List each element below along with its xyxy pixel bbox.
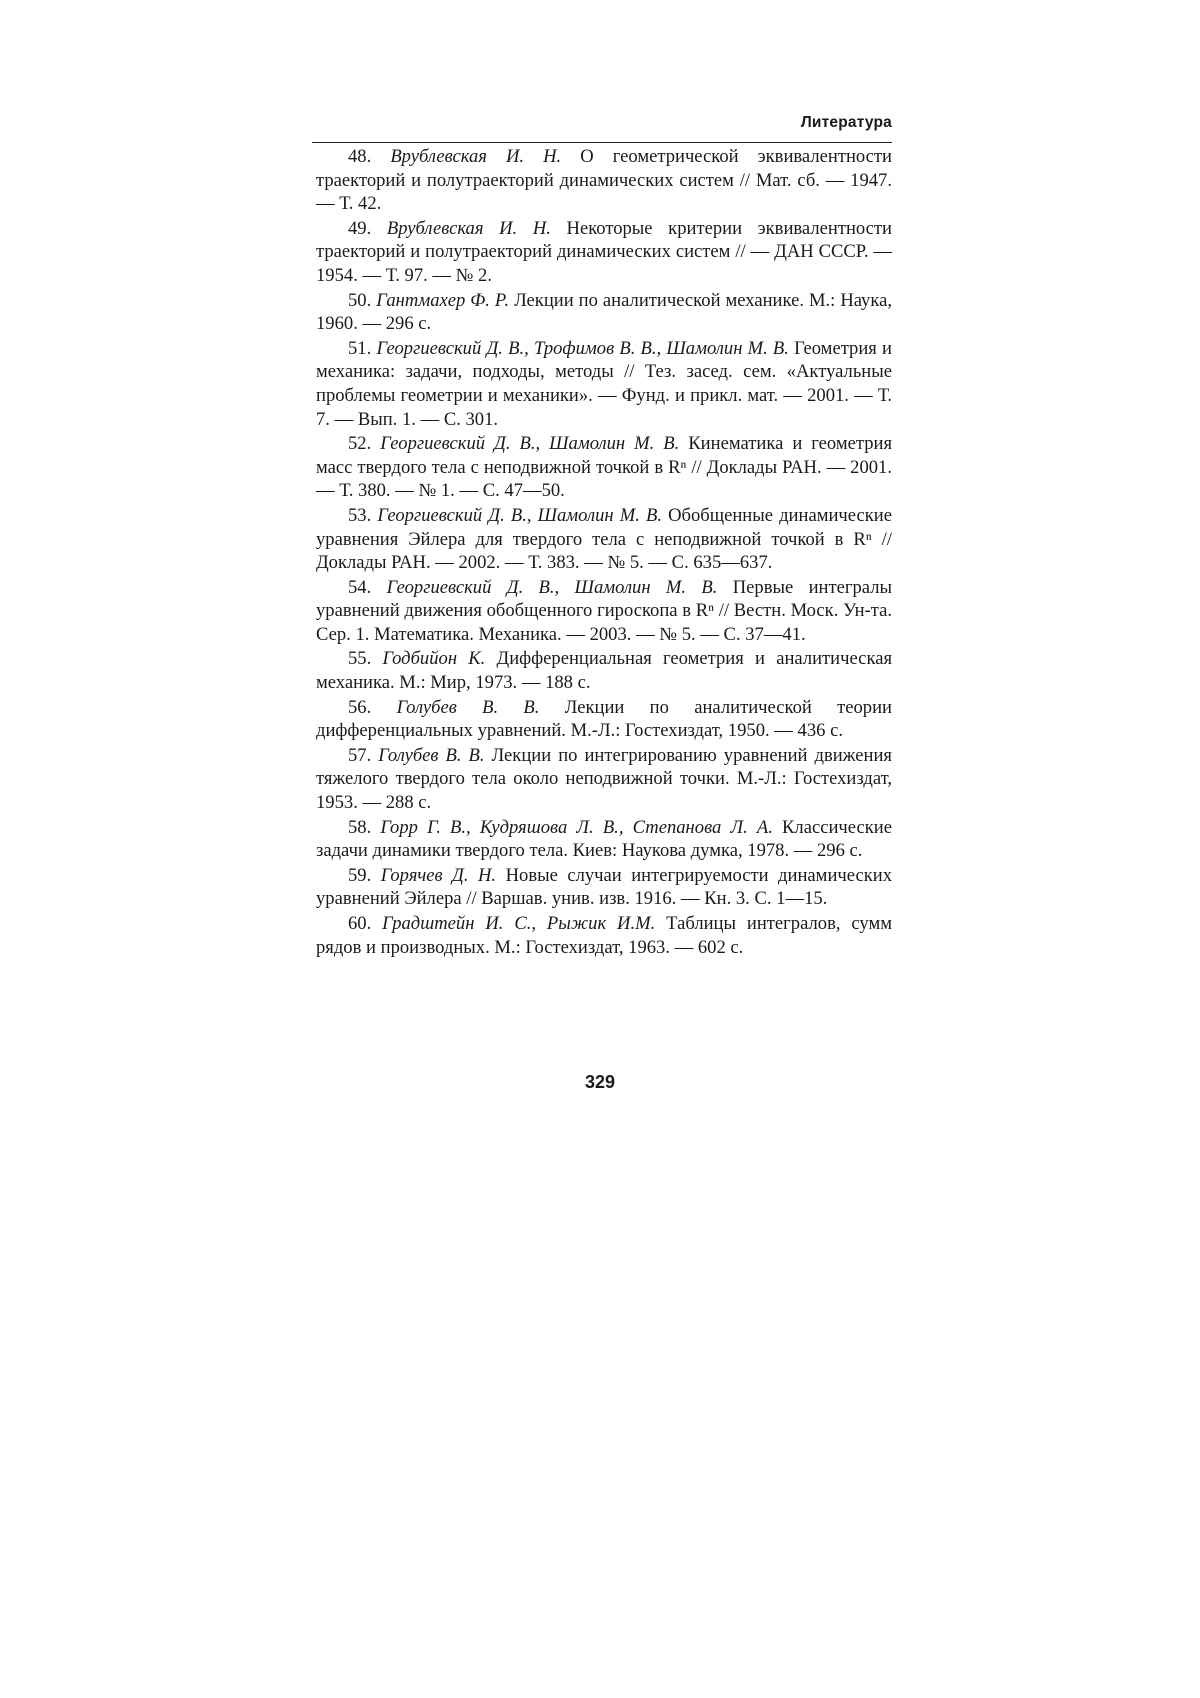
reference-authors: Градштейн И. С., Рыжик И.М.	[382, 913, 656, 934]
reference-text: Таблицы интегралов, сумм рядов и производных. М.: Гостехиздат, 1963. — 602 с.	[316, 913, 892, 958]
reference-item	[316, 647, 892, 694]
reference-item	[316, 217, 892, 288]
reference-authors: Врублевская И. Н.	[386, 217, 551, 239]
reference-authors: Георгиевский Д. В., Трофимов В. В., Шамолин М. В.	[376, 337, 789, 359]
reference-text: Кинематика и геометрия масс твердого тела с неподвижной точкой в Rⁿ // Доклады РАН. — 2001. — Т. 380. — № 1. — С. 47—50.	[316, 433, 893, 502]
reference-authors: Горр Г. В., Кудряшова Л. В., Степанова Л. А.	[380, 816, 773, 838]
page-number: 329	[584, 1072, 616, 1092]
reference-number: 56.	[348, 696, 372, 718]
reference-item	[316, 744, 892, 815]
reference-authors: Годбийон К.	[382, 648, 486, 670]
reference-number: 60.	[348, 913, 372, 934]
reference-number: 51.	[348, 337, 372, 359]
reference-authors: Горячев Д. Н.	[380, 864, 497, 886]
reference-item	[316, 337, 892, 431]
reference-authors: Врублевская И. Н.	[390, 146, 562, 167]
reference-text: Дифференциальная геометрия и аналитическая механика. М.: Мир, 1973. — 188 с.	[316, 648, 892, 694]
reference-authors: Голубев В. В.	[396, 696, 540, 718]
reference-item	[316, 696, 892, 743]
reference-number: 52.	[348, 433, 372, 455]
reference-item	[316, 912, 892, 959]
reference-authors: Георгиевский Д. В., Шамолин М. В.	[386, 576, 718, 598]
reference-number: 57.	[348, 744, 372, 766]
reference-authors: Георгиевский Д. В., Шамолин М. В.	[380, 433, 680, 455]
reference-text: Классические задачи динамики твердого тела. Киев: Наукова думка, 1978. — 296 с.	[316, 816, 892, 862]
reference-text: Геометрия и механика: задачи, подходы, методы // Тез. засед. сем. «Актуальные проблемы геометрии и механики». — Фунд. и прикл. мат. — 2001. — Т. 7. — Вып. 1. — С. 301.	[316, 337, 892, 430]
reference-text: Лекции по аналитической механике. М.: Наука, 1960. — 296 с.	[316, 289, 893, 335]
reference-number: 58.	[348, 816, 372, 838]
reference-text: Лекции по интегрированию уравнений движения тяжелого твердого тела около неподвижной точки. М.-Л.: Гостехиздат, 1953. — 288 с.	[316, 744, 892, 814]
reference-item	[316, 145, 892, 216]
reference-text: Некоторые критерии эквивалентности траекторий и полутраекторий динамических систем // — ДАН СССР. — 1954. — Т. 97. — № 2.	[316, 217, 892, 286]
reference-authors: Голубев В. В.	[378, 744, 485, 766]
reference-number: 59.	[348, 864, 372, 886]
reference-item	[316, 289, 892, 336]
reference-item	[316, 816, 892, 863]
reference-item	[316, 576, 892, 647]
reference-number: 50.	[348, 289, 372, 311]
reference-text: Новые случаи интегрируемости динамических уравнений Эйлера // Варшав. унив. изв. 1916. — Кн. 3. С. 1—15.	[316, 864, 892, 910]
reference-number: 49.	[348, 217, 372, 239]
reference-item	[316, 432, 892, 503]
reference-list	[316, 145, 892, 960]
running-title: Литература	[800, 114, 892, 131]
reference-authors: Гантмахер Ф. Р.	[376, 289, 510, 311]
reference-authors: Георгиевский Д. В., Шамолин М. В.	[377, 504, 662, 526]
reference-number: 55.	[348, 648, 372, 670]
reference-item	[316, 864, 892, 911]
reference-text: Лекции по аналитической теории дифференциальных уравнений. М.-Л.: Гостехиздат, 1950. — 436 с.	[316, 696, 892, 742]
reference-number: 54.	[348, 576, 372, 598]
reference-text: Обобщенные динамические уравнения Эйлера для твердого тела с неподвижной точкой в Rⁿ // Доклады РАН. — 2002. — Т. 383. — № 5. — С. 635—637.	[316, 504, 892, 574]
reference-text: О геометрической эквивалентности траекторий и полутраекторий динамических систем // Мат. сб. — 1947. — Т. 42.	[316, 146, 892, 215]
reference-text: Первые интегралы уравнений движения обобщенного гироскопа в Rⁿ // Вестн. Моск. Ун-та. Сер. 1. Математика. Механика. — 2003. — № 5. — С. 37—41.	[316, 576, 892, 645]
reference-number: 48.	[348, 146, 372, 167]
reference-item	[316, 504, 892, 575]
reference-number: 53.	[348, 504, 372, 526]
page-header	[312, 112, 892, 143]
